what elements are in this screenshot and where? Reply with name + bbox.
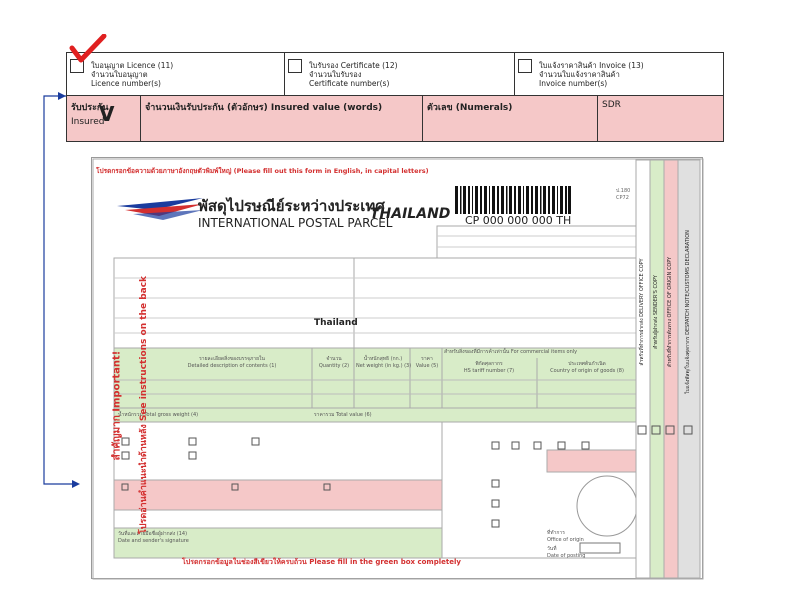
country-origin-label: ประเทศต้นกำเนิด Country of origin of goods (8) bbox=[550, 361, 624, 374]
office-origin-label: ที่ทำการ Office of origin bbox=[547, 530, 584, 543]
important-note: สำคัญมาก Important! bbox=[111, 350, 123, 461]
postal-parcel-form bbox=[91, 157, 703, 579]
insured-cell[interactable] bbox=[67, 96, 141, 141]
licence-label: ใบอนุญาต Licence (11) bbox=[91, 61, 174, 70]
tracking-number: CP 000 000 000 TH bbox=[465, 214, 572, 227]
form-title-th: พัสดุไปรษณีย์ระหว่างประเทศ bbox=[198, 197, 385, 215]
insured-mark: V bbox=[99, 102, 115, 126]
licence-number-th: จำนวนใบอนุญาต bbox=[91, 70, 148, 79]
invoice-number-en: Invoice number(s) bbox=[539, 79, 608, 88]
certificate-label: ใบรับรอง Certificate (12) bbox=[309, 61, 398, 70]
top-detail-block bbox=[66, 52, 724, 142]
value-label: ราคา Value (5) bbox=[415, 356, 439, 369]
total-value-label: ราคารวม Total value (6) bbox=[314, 412, 372, 418]
invoice-label: ใบแจ้งราคาสินค้า Invoice (13) bbox=[539, 61, 644, 70]
invoice-cell[interactable] bbox=[515, 53, 723, 96]
sender-copy: สำหรับผู้ฝากส่ง SENDER'S COPY bbox=[653, 275, 659, 349]
insured-th: รับประกัน bbox=[71, 103, 109, 113]
net-weight-label: น้ำหนักสุทธิ (กก.) Net weight (in kg.) (3) bbox=[356, 356, 412, 369]
document-checkbox-row bbox=[67, 53, 723, 96]
gross-weight-label: น้ำหนักรวม Total gross weight (4) bbox=[118, 412, 199, 418]
invoice-checkbox[interactable] bbox=[518, 59, 532, 73]
form-code: ป.180 CP72 bbox=[616, 188, 631, 201]
insured-value-words[interactable]: จำนวนเงินรับประกัน (ตัวอักษร) Insured value (words) bbox=[141, 96, 423, 141]
invoice-number-th: จำนวนใบแจ้งราคาสินค้า bbox=[539, 70, 620, 79]
hs-tariff-label: พิกัดศุลกากร HS tariff number (7) bbox=[463, 361, 515, 374]
insured-numerals[interactable]: ตัวเลข (Numerals) bbox=[423, 96, 598, 141]
barcode-icon bbox=[455, 186, 571, 214]
licence-number-en: Licence number(s) bbox=[91, 79, 161, 88]
delivery-office-copy: สำหรับที่ทำการฝากส่ง DELIVERY OFFICE COPY bbox=[639, 258, 645, 366]
sender-signature-label[interactable]: วันที่และลายมือชื่อผู้ฝากส่ง (14) Date and sender's signature bbox=[118, 531, 189, 544]
sdr-label: SDR bbox=[602, 100, 621, 110]
instructions-note: โปรดอ่านคำแนะนำด้านหลัง See instructions on the back bbox=[139, 275, 149, 535]
date-posting-label: วันที่ Date of posting bbox=[547, 546, 586, 559]
form-footer-note: โปรดกรอกข้อมูลในช่องสีเขียวให้ครบถ้วน Please fill in the green box completely bbox=[182, 558, 461, 566]
despatch-note-copy: ใบแจ้งพัสดุ/ใบแจ้งศุลกากร DESPATCH NOTE/CUSTOMS DECLARATION bbox=[685, 230, 691, 394]
certificate-cell[interactable] bbox=[285, 53, 515, 96]
thailand-post-logo-icon bbox=[115, 194, 205, 224]
contents-label-en: Detailed description of contents (1) bbox=[187, 363, 277, 369]
certificate-number-th: จำนวนใบรับรอง bbox=[309, 70, 362, 79]
contents-label-th: รายละเอียดสิ่งของบรรจุภายใน bbox=[199, 356, 265, 362]
check-mark-icon bbox=[68, 34, 108, 64]
insured-en: Insured bbox=[71, 117, 105, 127]
insured-row bbox=[67, 96, 723, 141]
quantity-label: จำนวน Quantity (2) bbox=[318, 356, 350, 369]
certificate-checkbox[interactable] bbox=[288, 59, 302, 73]
form-title-en: INTERNATIONAL POSTAL PARCEL bbox=[198, 216, 393, 230]
office-origin-copy: สำหรับที่ทำการต้นทาง OFFICE OF ORIGIN COPY bbox=[667, 256, 673, 368]
form-header-note: โปรดกรอกข้อความด้วยภาษาอังกฤษตัวพิมพ์ใหญ่ (Please fill out this form in English, in capital letters) bbox=[96, 167, 429, 175]
country-label: THAILAND bbox=[370, 206, 451, 222]
sender-country[interactable]: Thailand bbox=[314, 318, 358, 328]
certificate-number-en: Certificate number(s) bbox=[309, 79, 390, 88]
commercial-items-label: สำหรับสิ่งของที่มีการค้าเท่านั้น For commercial items only bbox=[444, 349, 578, 355]
